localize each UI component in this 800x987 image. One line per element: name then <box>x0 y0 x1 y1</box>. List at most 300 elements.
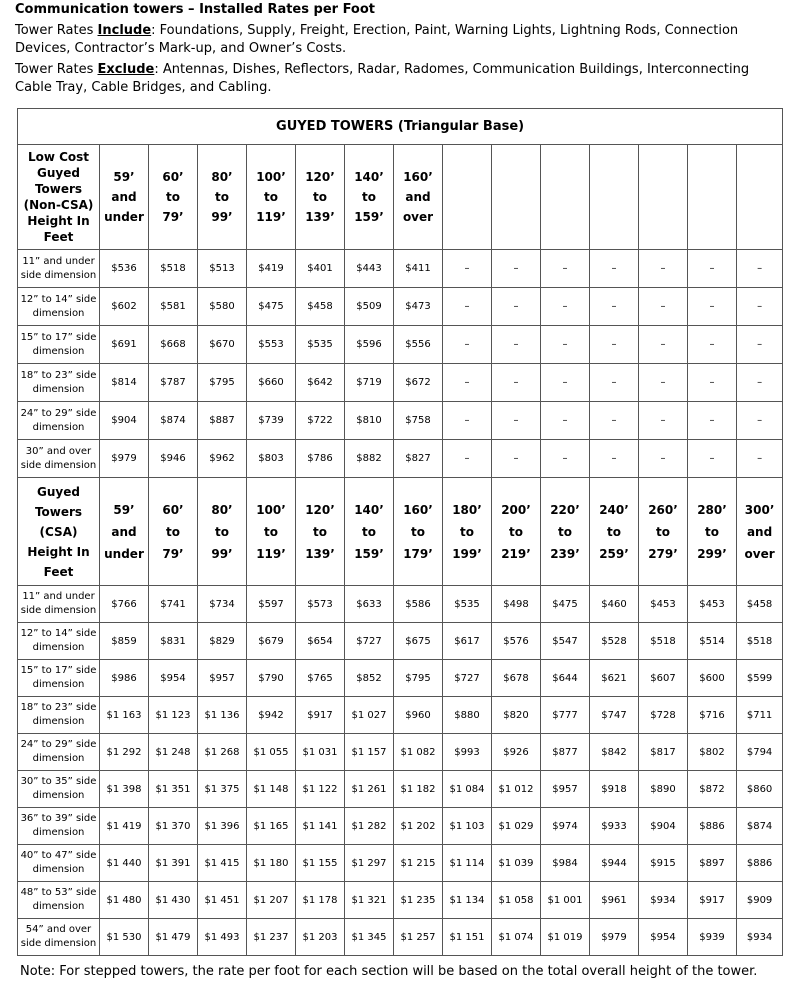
height-range-line: 139’ <box>305 210 335 224</box>
low_cost-height-column-header <box>100 145 149 250</box>
rate-cell: $728 <box>639 697 688 734</box>
rate-cell: $1 148 <box>247 771 296 808</box>
rate-cell: $453 <box>688 586 737 623</box>
dimension-line: dimension <box>32 790 85 801</box>
table-row <box>18 919 783 956</box>
dimension-line: dimension <box>32 345 85 357</box>
rate-cell: – <box>541 440 590 478</box>
row-label-line: (CSA) <box>39 524 78 539</box>
rate-cell: $1 151 <box>443 919 492 956</box>
rate-cell: – <box>639 440 688 478</box>
rate-cell: $986 <box>100 660 149 697</box>
rate-cell: – <box>492 250 541 288</box>
rate-cell: $675 <box>394 623 443 660</box>
rate-cell: $475 <box>541 586 590 623</box>
rate-cell: $1 237 <box>247 919 296 956</box>
rate-cell: $556 <box>394 326 443 364</box>
rate-cell: $458 <box>737 586 783 623</box>
rate-cell: $597 <box>247 586 296 623</box>
low_cost-row-label <box>18 145 100 250</box>
rate-cell: $1 027 <box>345 697 394 734</box>
rate-cell: $766 <box>100 586 149 623</box>
dimension-line: 30” and over <box>25 445 92 457</box>
dimension-line: dimension <box>32 716 85 727</box>
height-range-line: to <box>411 524 425 539</box>
csa-height-column-header <box>247 478 296 586</box>
rate-cell: $794 <box>737 734 783 771</box>
rate-cell: $586 <box>394 586 443 623</box>
low_cost-header-row <box>18 145 783 250</box>
rate-cell: $741 <box>149 586 198 623</box>
rate-cell: $814 <box>100 364 149 402</box>
rate-cell: – <box>492 288 541 326</box>
rate-cell: – <box>688 250 737 288</box>
csa-height-column-header <box>639 478 688 586</box>
rate-cell: $1 123 <box>149 697 198 734</box>
height-range-line: 200’ <box>501 502 531 517</box>
rate-cell: $810 <box>345 402 394 440</box>
height-range-line: 219’ <box>501 546 531 561</box>
rate-cell: $1 141 <box>296 808 345 845</box>
rate-cell: $842 <box>590 734 639 771</box>
table-row <box>18 250 783 288</box>
rate-cell: $904 <box>639 808 688 845</box>
rate-cell: $1 440 <box>100 845 149 882</box>
rate-cell: $961 <box>590 882 639 919</box>
side-dimension-label <box>18 326 100 364</box>
rate-cell: $890 <box>639 771 688 808</box>
height-range-line: 120’ <box>305 170 335 184</box>
rate-cell: $957 <box>541 771 590 808</box>
dimension-line: side dimension <box>20 605 97 616</box>
rate-cell: $1 001 <box>541 882 590 919</box>
low_cost-height-column-header <box>492 145 541 250</box>
rate-cell: $1 530 <box>100 919 149 956</box>
height-range-line: to <box>166 524 180 539</box>
height-range-line: to <box>362 190 376 204</box>
height-range-line: 279’ <box>648 546 678 561</box>
dimension-line: 11” and under <box>22 591 95 602</box>
rate-cell: $1 430 <box>149 882 198 919</box>
table-row <box>18 586 783 623</box>
rate-cell: $419 <box>247 250 296 288</box>
table-row <box>18 402 783 440</box>
rate-cell: $642 <box>296 364 345 402</box>
rate-cell: $787 <box>149 364 198 402</box>
csa-height-column-header <box>198 478 247 586</box>
height-range-line: and <box>405 190 431 204</box>
height-range-line: to <box>362 524 376 539</box>
rate-cell: $960 <box>394 697 443 734</box>
rate-cell: $859 <box>100 623 149 660</box>
rate-cell: $1 082 <box>394 734 443 771</box>
rate-cell: $1 207 <box>247 882 296 919</box>
rate-cell: $739 <box>247 402 296 440</box>
height-range-line: 80’ <box>211 170 233 184</box>
rate-cell: $1 391 <box>149 845 198 882</box>
rate-cell: $475 <box>247 288 296 326</box>
rate-cell: – <box>737 250 783 288</box>
rate-cell: $1 451 <box>198 882 247 919</box>
row-label-line: Guyed <box>37 484 80 499</box>
low_cost-height-column-header <box>247 145 296 250</box>
rate-cell: $934 <box>737 919 783 956</box>
side-dimension-label <box>18 586 100 623</box>
table-body <box>18 109 783 956</box>
csa-height-column-header <box>737 478 783 586</box>
rate-cell: $719 <box>345 364 394 402</box>
height-range-line: 60’ <box>162 502 184 517</box>
rate-cell: $1 103 <box>443 808 492 845</box>
height-range-line: 299’ <box>697 546 727 561</box>
rate-cell: $1 398 <box>100 771 149 808</box>
rate-cell: $802 <box>688 734 737 771</box>
rate-cell: $734 <box>198 586 247 623</box>
rate-cell: $1 031 <box>296 734 345 771</box>
rate-cell: $872 <box>688 771 737 808</box>
rate-cell: $886 <box>688 808 737 845</box>
dimension-line: dimension <box>32 827 85 838</box>
height-range-line: 160’ <box>403 170 433 184</box>
rate-cell: – <box>492 402 541 440</box>
height-range-line: 119’ <box>256 210 286 224</box>
rate-cell: $917 <box>296 697 345 734</box>
rate-cell: $607 <box>639 660 688 697</box>
height-range-line: to <box>313 190 327 204</box>
rate-cell: $1 180 <box>247 845 296 882</box>
dimension-line: dimension <box>32 383 85 395</box>
side-dimension-label <box>18 402 100 440</box>
dimension-line: 11” and under <box>22 255 95 267</box>
rate-cell: $518 <box>149 250 198 288</box>
side-dimension-label <box>18 697 100 734</box>
dimension-line: 24” to 29” side <box>20 407 97 419</box>
rate-cell: $957 <box>198 660 247 697</box>
rate-cell: $1 114 <box>443 845 492 882</box>
rate-cell: – <box>590 402 639 440</box>
height-range-line: 220’ <box>550 502 580 517</box>
rate-cell: $458 <box>296 288 345 326</box>
rate-cell: – <box>688 402 737 440</box>
height-range-line: and <box>111 190 137 204</box>
rate-cell: $984 <box>541 845 590 882</box>
rate-cell: – <box>541 364 590 402</box>
rate-cell: – <box>639 364 688 402</box>
rate-cell: $1 248 <box>149 734 198 771</box>
side-dimension-label <box>18 250 100 288</box>
rate-cell: $727 <box>345 623 394 660</box>
table-title: GUYED TOWERS (Triangular Base) <box>18 109 783 145</box>
dimension-line: side dimension <box>20 269 97 281</box>
dimension-line: 18” to 23” side <box>20 369 97 381</box>
table-row <box>18 808 783 845</box>
rate-cell: $1 163 <box>100 697 149 734</box>
rate-cell: $820 <box>492 697 541 734</box>
csa-height-column-header <box>688 478 737 586</box>
csa-height-column-header <box>590 478 639 586</box>
rate-cell: $573 <box>296 586 345 623</box>
table-row <box>18 771 783 808</box>
rate-cell: – <box>688 288 737 326</box>
rate-cell: $1 136 <box>198 697 247 734</box>
rate-cell: $513 <box>198 250 247 288</box>
rate-cell: $880 <box>443 697 492 734</box>
rate-cell: $886 <box>737 845 783 882</box>
low_cost-height-column-header <box>688 145 737 250</box>
rate-cell: $1 084 <box>443 771 492 808</box>
rate-cell: $581 <box>149 288 198 326</box>
height-range-line: 180’ <box>452 502 482 517</box>
row-label-line: Height In <box>27 544 90 559</box>
height-range-line: 79’ <box>162 546 184 561</box>
height-range-line: over <box>402 210 434 224</box>
height-range-line: to <box>607 524 621 539</box>
csa-height-column-header <box>394 478 443 586</box>
rate-cell: $518 <box>737 623 783 660</box>
side-dimension-label <box>18 882 100 919</box>
side-dimension-label <box>18 660 100 697</box>
rate-cell: $514 <box>688 623 737 660</box>
rate-cell: – <box>737 402 783 440</box>
height-range-line: 60’ <box>162 170 184 184</box>
rate-cell: $939 <box>688 919 737 956</box>
rate-cell: $553 <box>247 326 296 364</box>
rate-cell: $535 <box>296 326 345 364</box>
rate-cell: $1 479 <box>149 919 198 956</box>
rate-cell: – <box>492 364 541 402</box>
rate-cell: $944 <box>590 845 639 882</box>
table-row <box>18 326 783 364</box>
rate-cell: – <box>737 288 783 326</box>
height-range-line: 140’ <box>354 170 384 184</box>
rate-cell: $498 <box>492 586 541 623</box>
table-row <box>18 845 783 882</box>
csa-header-row <box>18 478 783 586</box>
rate-cell: $547 <box>541 623 590 660</box>
include-prefix: Tower Rates <box>15 23 98 38</box>
rate-cell: $1 039 <box>492 845 541 882</box>
page-title: Communication towers – Installed Rates per Foot <box>15 2 376 17</box>
rate-cell: – <box>492 440 541 478</box>
rate-cell: $1 321 <box>345 882 394 919</box>
rate-cell: $668 <box>149 326 198 364</box>
low_cost-height-column-header <box>541 145 590 250</box>
height-range-line: 100’ <box>256 502 286 517</box>
rate-cell: $887 <box>198 402 247 440</box>
dimension-line: 18” to 23” side <box>20 702 97 713</box>
rate-cell: – <box>541 250 590 288</box>
rate-cell: $1 012 <box>492 771 541 808</box>
rate-cell: $711 <box>737 697 783 734</box>
dimension-line: dimension <box>32 864 85 875</box>
rate-cell: $852 <box>345 660 394 697</box>
height-range-line: 59’ <box>113 170 135 184</box>
rate-cell: $460 <box>590 586 639 623</box>
rate-cell: $831 <box>149 623 198 660</box>
rate-cell: $453 <box>639 586 688 623</box>
rate-cell: – <box>541 288 590 326</box>
rate-cell: – <box>443 364 492 402</box>
rate-cell: $979 <box>100 440 149 478</box>
rate-cell: – <box>688 326 737 364</box>
side-dimension-label <box>18 440 100 478</box>
rate-cell: $1 134 <box>443 882 492 919</box>
rate-cell: $1 157 <box>345 734 394 771</box>
height-range-line: 59’ <box>113 502 135 517</box>
low_cost-height-column-header <box>590 145 639 250</box>
rate-cell: $795 <box>198 364 247 402</box>
rate-cell: – <box>541 402 590 440</box>
row-label-line: Feet <box>43 230 74 244</box>
table-row <box>18 882 783 919</box>
table-row <box>18 364 783 402</box>
rate-cell: $1 396 <box>198 808 247 845</box>
height-range-line: 119’ <box>256 546 286 561</box>
dimension-line: 24” to 29” side <box>20 739 97 750</box>
rate-cell: $882 <box>345 440 394 478</box>
rate-cell: $602 <box>100 288 149 326</box>
rate-cell: $1 165 <box>247 808 296 845</box>
rate-cell: – <box>443 440 492 478</box>
dimension-line: 40” to 47” side <box>20 850 97 861</box>
rate-cell: – <box>590 326 639 364</box>
height-range-line: to <box>558 524 572 539</box>
rate-cell: $962 <box>198 440 247 478</box>
rate-cell: $691 <box>100 326 149 364</box>
rate-cell: $660 <box>247 364 296 402</box>
height-range-line: 99’ <box>211 546 233 561</box>
rate-cell: $915 <box>639 845 688 882</box>
rate-cell: $1 268 <box>198 734 247 771</box>
rate-cell: – <box>737 326 783 364</box>
csa-height-column-header <box>443 478 492 586</box>
height-range-line: 199’ <box>452 546 482 561</box>
rate-cell: $1 261 <box>345 771 394 808</box>
height-range-line: 300’ <box>744 502 775 517</box>
side-dimension-label <box>18 845 100 882</box>
rate-cell: – <box>443 288 492 326</box>
include-text: : Foundations, Supply, Freight, Erection, Paint, Warning Lights, Lightning Rods, Connection Devices, Contractor’s Mark-up, and Owner’s Costs. <box>15 23 739 56</box>
height-range-line: to <box>166 190 180 204</box>
dimension-line: side dimension <box>20 459 97 471</box>
rate-cell: $758 <box>394 402 443 440</box>
csa-height-column-header <box>296 478 345 586</box>
include-keyword: Include <box>97 23 152 38</box>
rate-cell: $1 182 <box>394 771 443 808</box>
low_cost-height-column-header <box>296 145 345 250</box>
height-range-line: to <box>705 524 719 539</box>
rate-cell: – <box>443 250 492 288</box>
table-title-row <box>18 109 783 145</box>
rate-cell: $933 <box>590 808 639 845</box>
rate-cell: $509 <box>345 288 394 326</box>
height-range-line: over <box>744 546 775 561</box>
exclude-text: : Antennas, Dishes, Reflectors, Radar, Radomes, Communication Buildings, Interconnecting Cable Tray, Cable Bridges, and Cabling. <box>15 62 750 95</box>
rate-cell: $1 370 <box>149 808 198 845</box>
rate-cell: $1 058 <box>492 882 541 919</box>
table-row <box>18 623 783 660</box>
rate-cell: – <box>443 326 492 364</box>
rate-cell: $918 <box>590 771 639 808</box>
rate-cell: $946 <box>149 440 198 478</box>
rate-cell: $672 <box>394 364 443 402</box>
csa-row-label <box>18 478 100 586</box>
height-range-line: 80’ <box>211 502 233 517</box>
rate-cell: $654 <box>296 623 345 660</box>
height-range-line: and <box>746 524 773 539</box>
csa-height-column-header <box>541 478 590 586</box>
height-range-line: 280’ <box>697 502 727 517</box>
rate-cell: $401 <box>296 250 345 288</box>
rate-cell: $1 178 <box>296 882 345 919</box>
rate-cell: $727 <box>443 660 492 697</box>
rate-cell: – <box>688 440 737 478</box>
rate-cell: $1 019 <box>541 919 590 956</box>
side-dimension-label <box>18 919 100 956</box>
table-row <box>18 697 783 734</box>
table-row <box>18 288 783 326</box>
rate-cell: – <box>688 364 737 402</box>
height-range-line: 179’ <box>403 546 433 561</box>
rate-cell: $765 <box>296 660 345 697</box>
csa-height-column-header <box>100 478 149 586</box>
exclude-keyword: Exclude <box>97 62 155 77</box>
side-dimension-label <box>18 623 100 660</box>
height-range-line: 159’ <box>354 546 384 561</box>
row-label-line: Guyed <box>37 166 80 180</box>
rate-cell: $747 <box>590 697 639 734</box>
rate-cell: $596 <box>345 326 394 364</box>
footnote: Note: For stepped towers, the rate per foot for each section will be based on the total overall height of the tower. <box>20 964 758 979</box>
height-range-line: under <box>104 210 144 224</box>
rate-cell: – <box>737 364 783 402</box>
table-row <box>18 734 783 771</box>
rate-cell: $599 <box>737 660 783 697</box>
rate-cell: $897 <box>688 845 737 882</box>
rate-cell: $1 345 <box>345 919 394 956</box>
rate-cell: $1 029 <box>492 808 541 845</box>
rate-cell: – <box>590 288 639 326</box>
low_cost-height-column-header <box>345 145 394 250</box>
dimension-line: dimension <box>32 679 85 690</box>
rate-cell: $528 <box>590 623 639 660</box>
rate-cell: $443 <box>345 250 394 288</box>
exclude-prefix: Tower Rates <box>15 62 98 77</box>
rate-cell: $954 <box>639 919 688 956</box>
rate-cell: $600 <box>688 660 737 697</box>
rate-cell: $617 <box>443 623 492 660</box>
low_cost-height-column-header <box>149 145 198 250</box>
rate-cell: $633 <box>345 586 394 623</box>
low_cost-height-column-header <box>198 145 247 250</box>
rate-cell: $829 <box>198 623 247 660</box>
rate-cell: $942 <box>247 697 296 734</box>
height-range-line: 99’ <box>211 210 233 224</box>
low_cost-height-column-header <box>737 145 783 250</box>
rate-cell: $411 <box>394 250 443 288</box>
rate-cell: – <box>639 288 688 326</box>
rate-cell: $679 <box>247 623 296 660</box>
height-range-line: to <box>509 524 523 539</box>
height-range-line: 79’ <box>162 210 184 224</box>
dimension-line: dimension <box>32 753 85 764</box>
height-range-line: 140’ <box>354 502 384 517</box>
rate-cell: $1 375 <box>198 771 247 808</box>
rate-cell: $1 203 <box>296 919 345 956</box>
side-dimension-label <box>18 808 100 845</box>
height-range-line: and <box>111 524 137 539</box>
rate-cell: $979 <box>590 919 639 956</box>
